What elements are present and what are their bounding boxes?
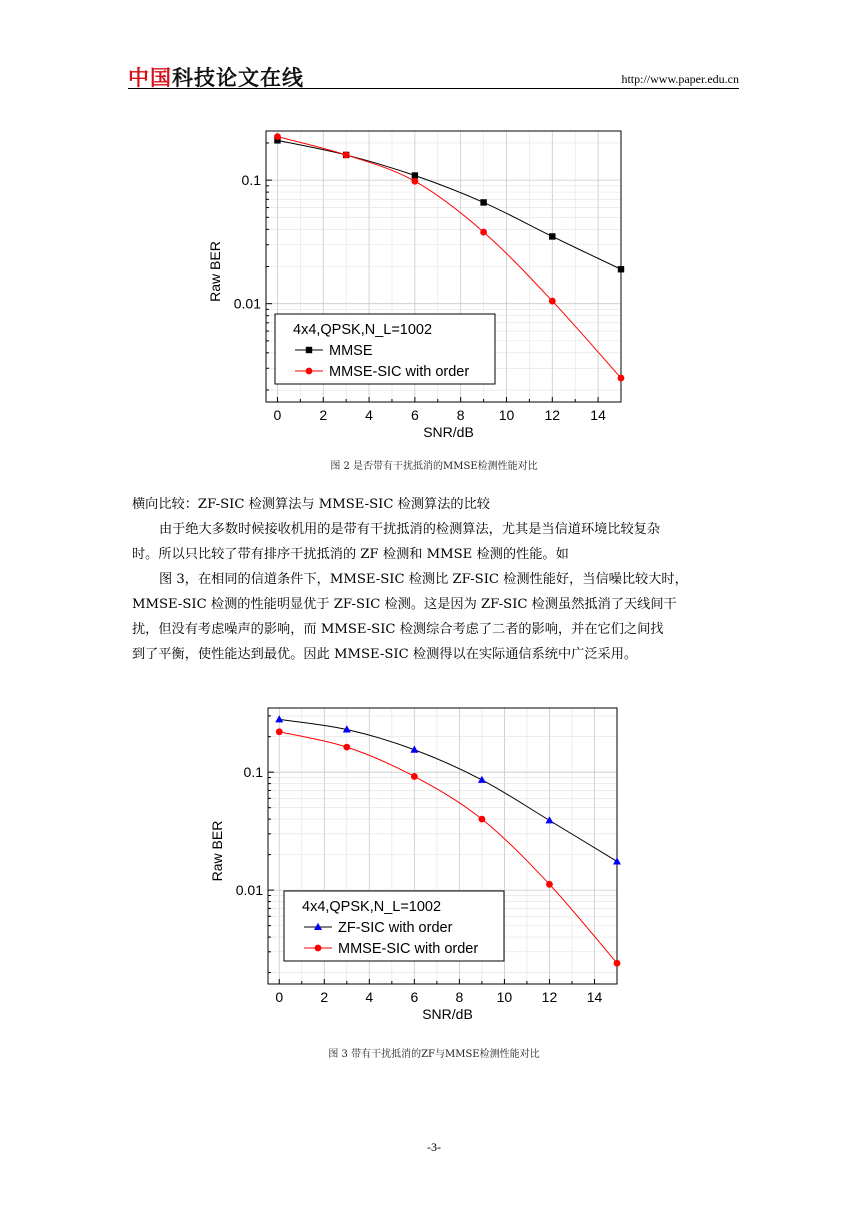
series-1	[275, 715, 621, 864]
x-axis-label: SNR/dB	[423, 424, 474, 440]
x-tick-label: 14	[586, 989, 603, 1005]
figure-3-caption: 图 3 带有干扰抵消的ZF与MMSE检测性能对比	[328, 1049, 540, 1060]
data-point	[479, 816, 486, 823]
figure-2-caption: 图 2 是否带有干扰抵消的MMSE检测性能对比	[330, 461, 538, 472]
y-tick-label: 0.1	[243, 764, 263, 781]
x-tick-label: 12	[544, 407, 561, 423]
data-point	[546, 881, 553, 888]
section-heading: 横向比较：ZF-SIC 检测算法与 MMSE-SIC 检测算法的比较	[132, 497, 490, 512]
paragraph-1-line-1: 由于绝大多数时候接收机用的是带有干扰抵消的检测算法，尤其是当信道环境比较复杂	[159, 522, 661, 537]
y-axis-label: Raw BER	[207, 241, 223, 302]
paragraph-2-line-1: 图 3，在相同的信道条件下，MMSE-SIC 检测比 ZF-SIC 检测性能好，当信噪比较大时，	[159, 572, 688, 587]
data-point	[276, 728, 283, 735]
data-point	[343, 744, 350, 751]
x-tick-label: 10	[496, 989, 513, 1005]
x-tick-label: 8	[456, 407, 465, 423]
legend-label: ZF-SIC with order	[338, 920, 453, 936]
y-axis-label: Raw BER	[209, 820, 225, 882]
paragraph-2-line-2: MMSE-SIC 检测的性能明显优于 ZF-SIC 检测。这是因为 ZF-SIC 检测虽然抵消了天线间干	[132, 597, 677, 612]
page-number: -3-	[427, 1140, 441, 1154]
x-tick-label: 0	[275, 989, 284, 1005]
data-point	[275, 715, 283, 722]
x-tick-label: 12	[541, 989, 558, 1005]
paragraph-2-line-4: 到了平衡，使性能达到最优。因此 MMSE-SIC 检测得以在实际通信系统中广泛采用。	[132, 647, 638, 662]
x-tick-label: 2	[320, 989, 329, 1005]
x-tick-label: 4	[365, 989, 374, 1005]
legend-label: MMSE-SIC with order	[338, 941, 479, 957]
x-tick-label: 8	[455, 989, 464, 1005]
legend-title: 4x4,QPSK,N_L=1002	[293, 322, 433, 338]
legend-marker	[315, 945, 322, 952]
data-point	[411, 773, 418, 780]
x-tick-label: 6	[410, 989, 419, 1005]
x-tick-label: 0	[273, 407, 282, 423]
y-tick-label: 0.01	[233, 295, 261, 312]
data-point	[613, 857, 621, 864]
paragraph-2-line-3: 扰，但没有考虑噪声的影响，而 MMSE-SIC 检测综合考虑了二者的影响，并在它们之间找	[132, 622, 664, 637]
x-tick-label: 14	[590, 407, 606, 423]
x-tick-label: 6	[410, 407, 419, 423]
x-tick-label: 10	[498, 407, 515, 423]
data-point	[614, 960, 621, 967]
data-point	[478, 776, 486, 783]
y-tick-label: 0.1	[241, 172, 261, 189]
legend-label: MMSE	[329, 343, 373, 359]
x-tick-label: 2	[319, 407, 328, 423]
logo-red-text: 中国	[128, 66, 172, 90]
x-tick-label: 4	[365, 407, 373, 423]
data-point	[545, 816, 553, 823]
header-url: http://www.paper.edu.cn	[621, 72, 739, 86]
y-tick-label: 0.01	[235, 882, 263, 899]
x-axis	[275, 979, 602, 1005]
x-axis-label: SNR/dB	[422, 1006, 473, 1022]
logo-dark-text: 科技论文在线	[172, 66, 304, 90]
legend-title: 4x4,QPSK,N_L=1002	[302, 899, 442, 915]
legend	[284, 891, 504, 961]
legend-label: MMSE-SIC with order	[329, 364, 470, 380]
paragraph-1-line-2: 时。所以只比较了带有排序干扰抵消的 ZF 检测和 MMSE 检测的性能。如	[132, 547, 569, 562]
